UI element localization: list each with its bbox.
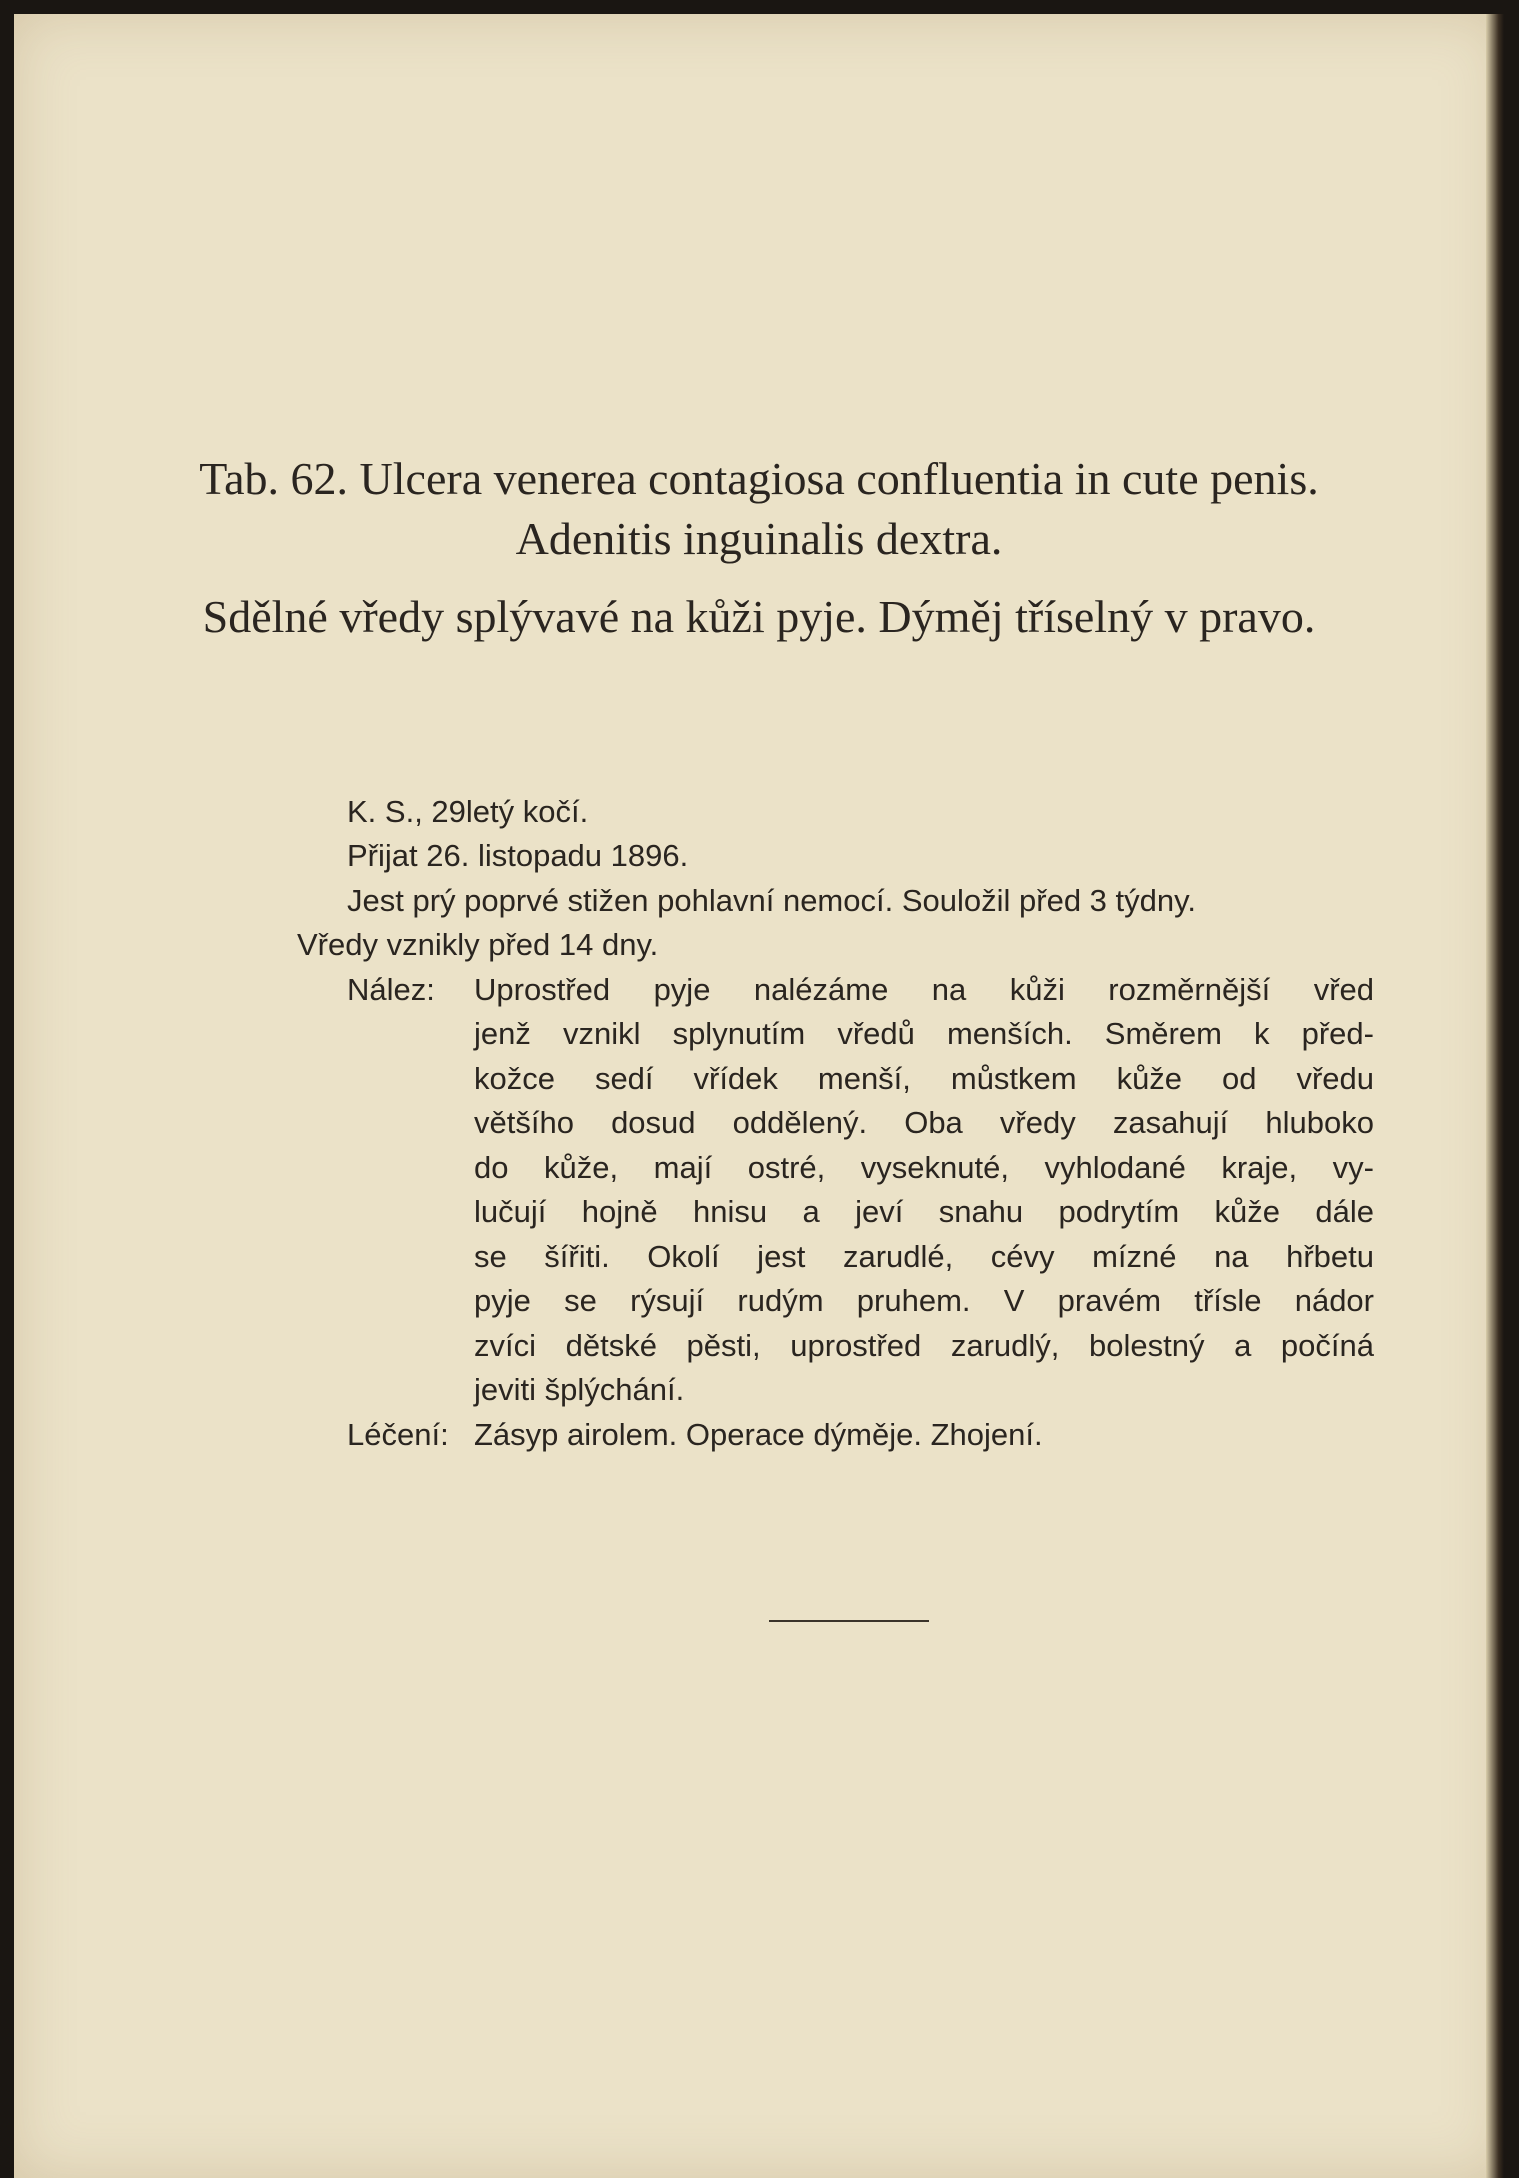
finding-row-7: [14, 1279, 1504, 1323]
finding-line: do kůže, mají ostré, vyseknuté, vyhlodané kraje, vy-: [474, 1150, 1374, 1185]
finding-row-4: [14, 1146, 1504, 1190]
finding-line: jenž vznikl splynutím vředů menších. Směrem k před-: [474, 1016, 1374, 1051]
history-line-1: Jest prý poprvé stižen pohlavní nemocí. Souložil před 3 týdny.: [347, 883, 1196, 918]
finding-line: lučují hojně hnisu a jeví snahu podrytím kůže dále: [474, 1194, 1374, 1229]
finding-row-1: [14, 1012, 1504, 1056]
finding-line: jeviti šplýchání.: [474, 1372, 685, 1407]
finding-line: kožce sedí vřídek menší, můstkem kůže od vředu: [474, 1061, 1374, 1096]
plate-title: [14, 449, 1504, 647]
finding-row-8: [14, 1324, 1504, 1368]
patient-id-line: K. S., 29letý kočí.: [347, 794, 589, 829]
book-page: [14, 14, 1504, 2178]
finding-line: Uprostřed pyje nalézáme na kůži rozměrnější vřed: [474, 972, 1374, 1007]
finding-label: Nález:: [347, 972, 435, 1007]
finding-line: zvíci dětské pěsti, uprostřed zarudlý, bolestný a počíná: [474, 1328, 1374, 1363]
treatment-row: [14, 1413, 1504, 1457]
finding-line: se šířiti. Okolí jest zarudlé, cévy mízné na hřbetu: [474, 1239, 1374, 1274]
finding-line: většího dosud oddělený. Oba vředy zasahují hluboko: [474, 1105, 1374, 1140]
finding-line: pyje se rýsují rudým pruhem. V pravém třísle nádor: [474, 1283, 1374, 1318]
finding-row-2: [14, 1057, 1504, 1101]
admission-line: Přijat 26. listopadu 1896.: [347, 838, 689, 873]
closing-rule: [769, 1620, 929, 1622]
title-latin: Tab. 62. Ulcera venerea contagiosa confluentia in cute penis. Adenitis inguinalis dextra.: [199, 453, 1319, 564]
finding-row-9: [14, 1368, 1504, 1412]
treatment-text: Zásyp airolem. Operace dýměje. Zhojení.: [474, 1417, 1043, 1452]
finding-row-0: [14, 968, 1504, 1012]
finding-row-5: [14, 1190, 1504, 1234]
finding-row-6: [14, 1235, 1504, 1279]
history-line-2: Vředy vznikly před 14 dny.: [297, 927, 659, 962]
treatment-label: Léčení:: [347, 1417, 449, 1452]
title-czech: Sdělné vředy splývavé na kůži pyje. Dýměj tříselný v pravo.: [202, 591, 1316, 642]
finding-row-3: [14, 1101, 1504, 1145]
